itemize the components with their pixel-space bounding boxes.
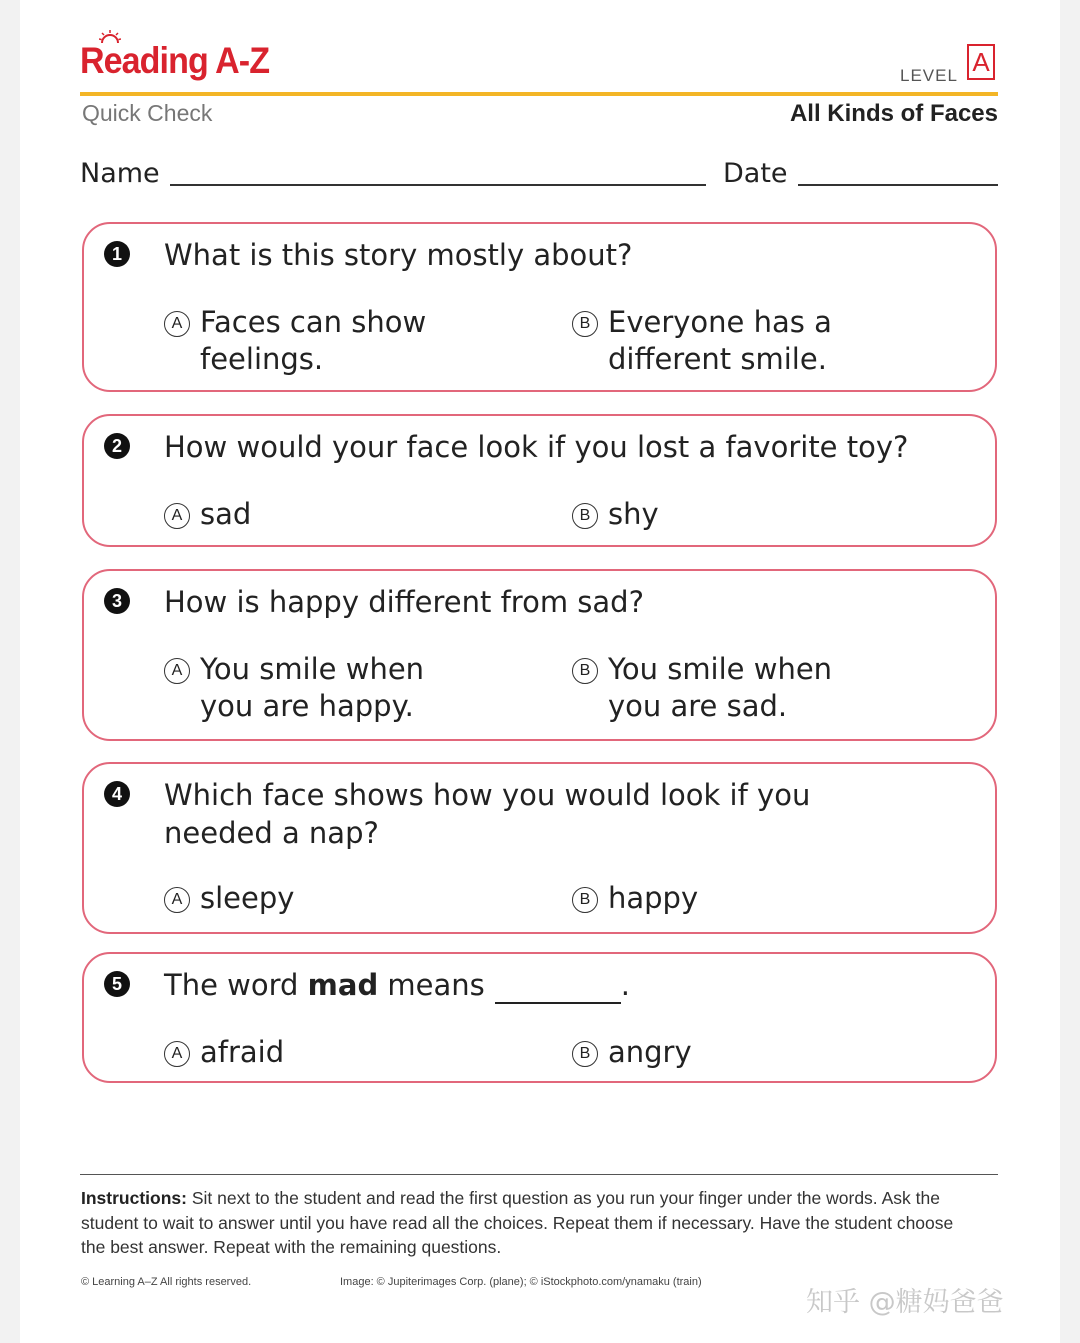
option-letter: B — [572, 1041, 598, 1067]
question-number: 1 — [104, 241, 130, 267]
answer-option-a[interactable] — [164, 496, 251, 533]
reading-az-logo — [80, 40, 286, 90]
page-subtitle: Quick Check — [82, 100, 213, 126]
answer-blank[interactable] — [495, 976, 621, 1004]
option-letter: A — [164, 503, 190, 529]
answer-option-b[interactable] — [572, 304, 832, 378]
question-text — [164, 966, 964, 1004]
option-letter: B — [572, 503, 598, 529]
question-text-start: The word — [164, 968, 308, 1002]
option-letter: B — [572, 311, 598, 337]
option-letter: A — [164, 1041, 190, 1067]
question-text: How is happy different from sad? — [164, 585, 644, 619]
name-label: Name — [80, 158, 160, 189]
level-label: LEVEL — [900, 66, 958, 85]
question-card — [82, 414, 997, 547]
instructions-label: Instructions: — [81, 1188, 187, 1208]
option-text: Faces can show feelings. — [200, 305, 427, 376]
question-text: Which face shows how you would look if you needed a nap? — [164, 778, 811, 850]
answer-option-b[interactable] — [572, 1034, 692, 1071]
option-text: sad — [200, 497, 252, 531]
answer-option-a[interactable] — [164, 651, 424, 725]
copyright: © Learning A–Z All rights reserved. — [81, 1276, 252, 1288]
header-rule — [80, 92, 998, 96]
name-field[interactable] — [170, 184, 706, 186]
option-text: happy — [608, 881, 699, 915]
question-text-end: . — [620, 968, 630, 1002]
option-letter: A — [164, 658, 190, 684]
question-text: What is this story mostly about? — [164, 238, 633, 272]
date-field[interactable] — [798, 184, 998, 186]
answer-option-b[interactable] — [572, 651, 832, 725]
option-text: shy — [608, 497, 659, 531]
option-text: Everyone has a different smile. — [608, 305, 832, 376]
instructions-text: Sit next to the student and read the first question as you run your finger under the words. Ask the student to wait to answer until you have read all the choices. Repeat them if necessary. Have the student choose the best answer. Repeat with the remaining questions. — [81, 1188, 954, 1257]
question-number: 4 — [104, 781, 130, 807]
option-letter: B — [572, 658, 598, 684]
question-keyword: mad — [307, 968, 379, 1002]
image-credit: Image: © Jupiterimages Corp. (plane); © iStockphoto.com/ynamaku (train) — [340, 1276, 702, 1288]
answer-option-a[interactable] — [164, 880, 294, 917]
question-card — [82, 222, 997, 392]
answer-option-a[interactable] — [164, 304, 426, 378]
date-label: Date — [723, 158, 788, 189]
option-letter: A — [164, 887, 190, 913]
question-card — [82, 762, 997, 934]
question-number: 3 — [104, 588, 130, 614]
answer-option-b[interactable] — [572, 880, 698, 917]
book-title: All Kinds of Faces — [789, 100, 998, 127]
answer-option-b[interactable] — [572, 496, 659, 533]
instructions — [81, 1186, 961, 1260]
level-badge: A — [967, 44, 995, 80]
footer-rule — [80, 1174, 998, 1175]
question-card — [82, 952, 997, 1083]
question-number: 5 — [104, 971, 130, 997]
option-text: angry — [608, 1035, 692, 1069]
answer-option-a[interactable] — [164, 1034, 284, 1071]
brand-name: Reading A-Z — [80, 40, 270, 81]
worksheet-page — [20, 0, 1060, 1343]
question-text: How would your face look if you lost a favorite toy? — [164, 430, 909, 464]
watermark: 知乎 @糖妈爸爸 — [806, 1287, 1004, 1318]
option-text: You smile when you are sad. — [608, 652, 833, 723]
question-card — [82, 569, 997, 741]
option-letter: A — [164, 311, 190, 337]
question-text-middle: means — [378, 968, 485, 1002]
question-number: 2 — [104, 433, 130, 459]
option-letter: B — [572, 887, 598, 913]
option-text: sleepy — [200, 881, 295, 915]
option-text: You smile when you are happy. — [200, 652, 425, 723]
option-text: afraid — [200, 1035, 285, 1069]
